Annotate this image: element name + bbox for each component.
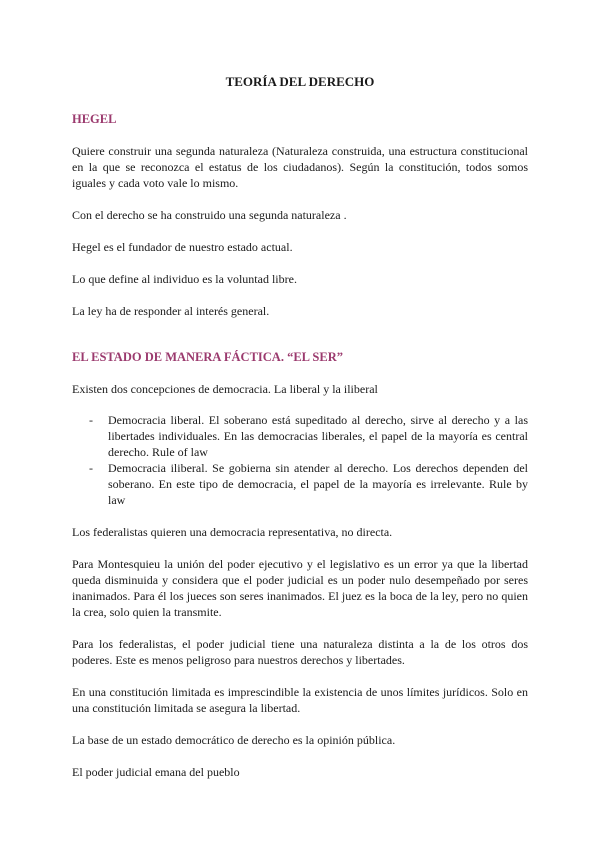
section-heading-hegel: HEGEL (72, 112, 117, 126)
paragraph: El poder judicial emana del pueblo (72, 765, 240, 779)
list-item-text: Democracia liberal. El soberano está supeditado al derecho, sirve al derecho y a las libertades individuales. En las democracias liberales, el papel de la mayoría es central derecho. Rule of law (108, 413, 528, 459)
dash-bullet: - (89, 461, 93, 475)
bullet-list (72, 412, 528, 508)
dash-bullet: - (89, 413, 93, 427)
document-title: TEORÍA DEL DERECHO (225, 74, 375, 89)
list-item-text: Democracia iliberal. Se gobierna sin atender al derecho. Los derechos dependen del soberano. En este tipo de democracia, el papel de la mayoría es irrelevante. Rule by law (108, 461, 528, 507)
list-item (72, 460, 528, 508)
paragraph: En una constitución limitada es imprescindible la existencia de unos límites jurídicos. Solo en una constitución limitada se asegura la libertad. (72, 685, 528, 715)
paragraph: Para los federalistas, el poder judicial tiene una naturaleza distinta a la de los otros dos poderes. Este es menos peligroso para nuestros derechos y libertades. (72, 637, 528, 667)
paragraph: La base de un estado democrático de derecho es la opinión pública. (72, 733, 396, 747)
paragraph: Con el derecho se ha construido una segunda naturaleza . (72, 208, 347, 222)
list-item (72, 412, 528, 460)
paragraph: La ley ha de responder al interés general. (72, 304, 270, 318)
paragraph: Existen dos concepciones de democracia. La liberal y la iliberal (72, 382, 378, 396)
paragraph: Para Montesquieu la unión del poder ejecutivo y el legislativo es un error ya que la libertad queda disminuida y considera que el poder judicial es un poder nulo desempeñado por seres inanimados. Para él los jueces son seres inanimados. El juez es la boca de la ley, pero no quien la crea, solo quien la transmite. (72, 557, 528, 619)
paragraph: Quiere construir una segunda naturaleza (Naturaleza construida, una estructura constitucional en la que se reconozca el estatus de los ciudadanos). Según la constitución, todos somos iguales y cada voto vale lo mismo. (72, 144, 528, 190)
paragraph: Hegel es el fundador de nuestro estado actual. (72, 240, 293, 254)
document-page (72, 74, 528, 780)
paragraph: Los federalistas quieren una democracia representativa, no directa. (72, 525, 393, 539)
section-heading-estado: EL ESTADO DE MANERA FÁCTICA. “EL SER” (72, 350, 344, 364)
paragraph: Lo que define al individuo es la voluntad libre. (72, 272, 297, 286)
